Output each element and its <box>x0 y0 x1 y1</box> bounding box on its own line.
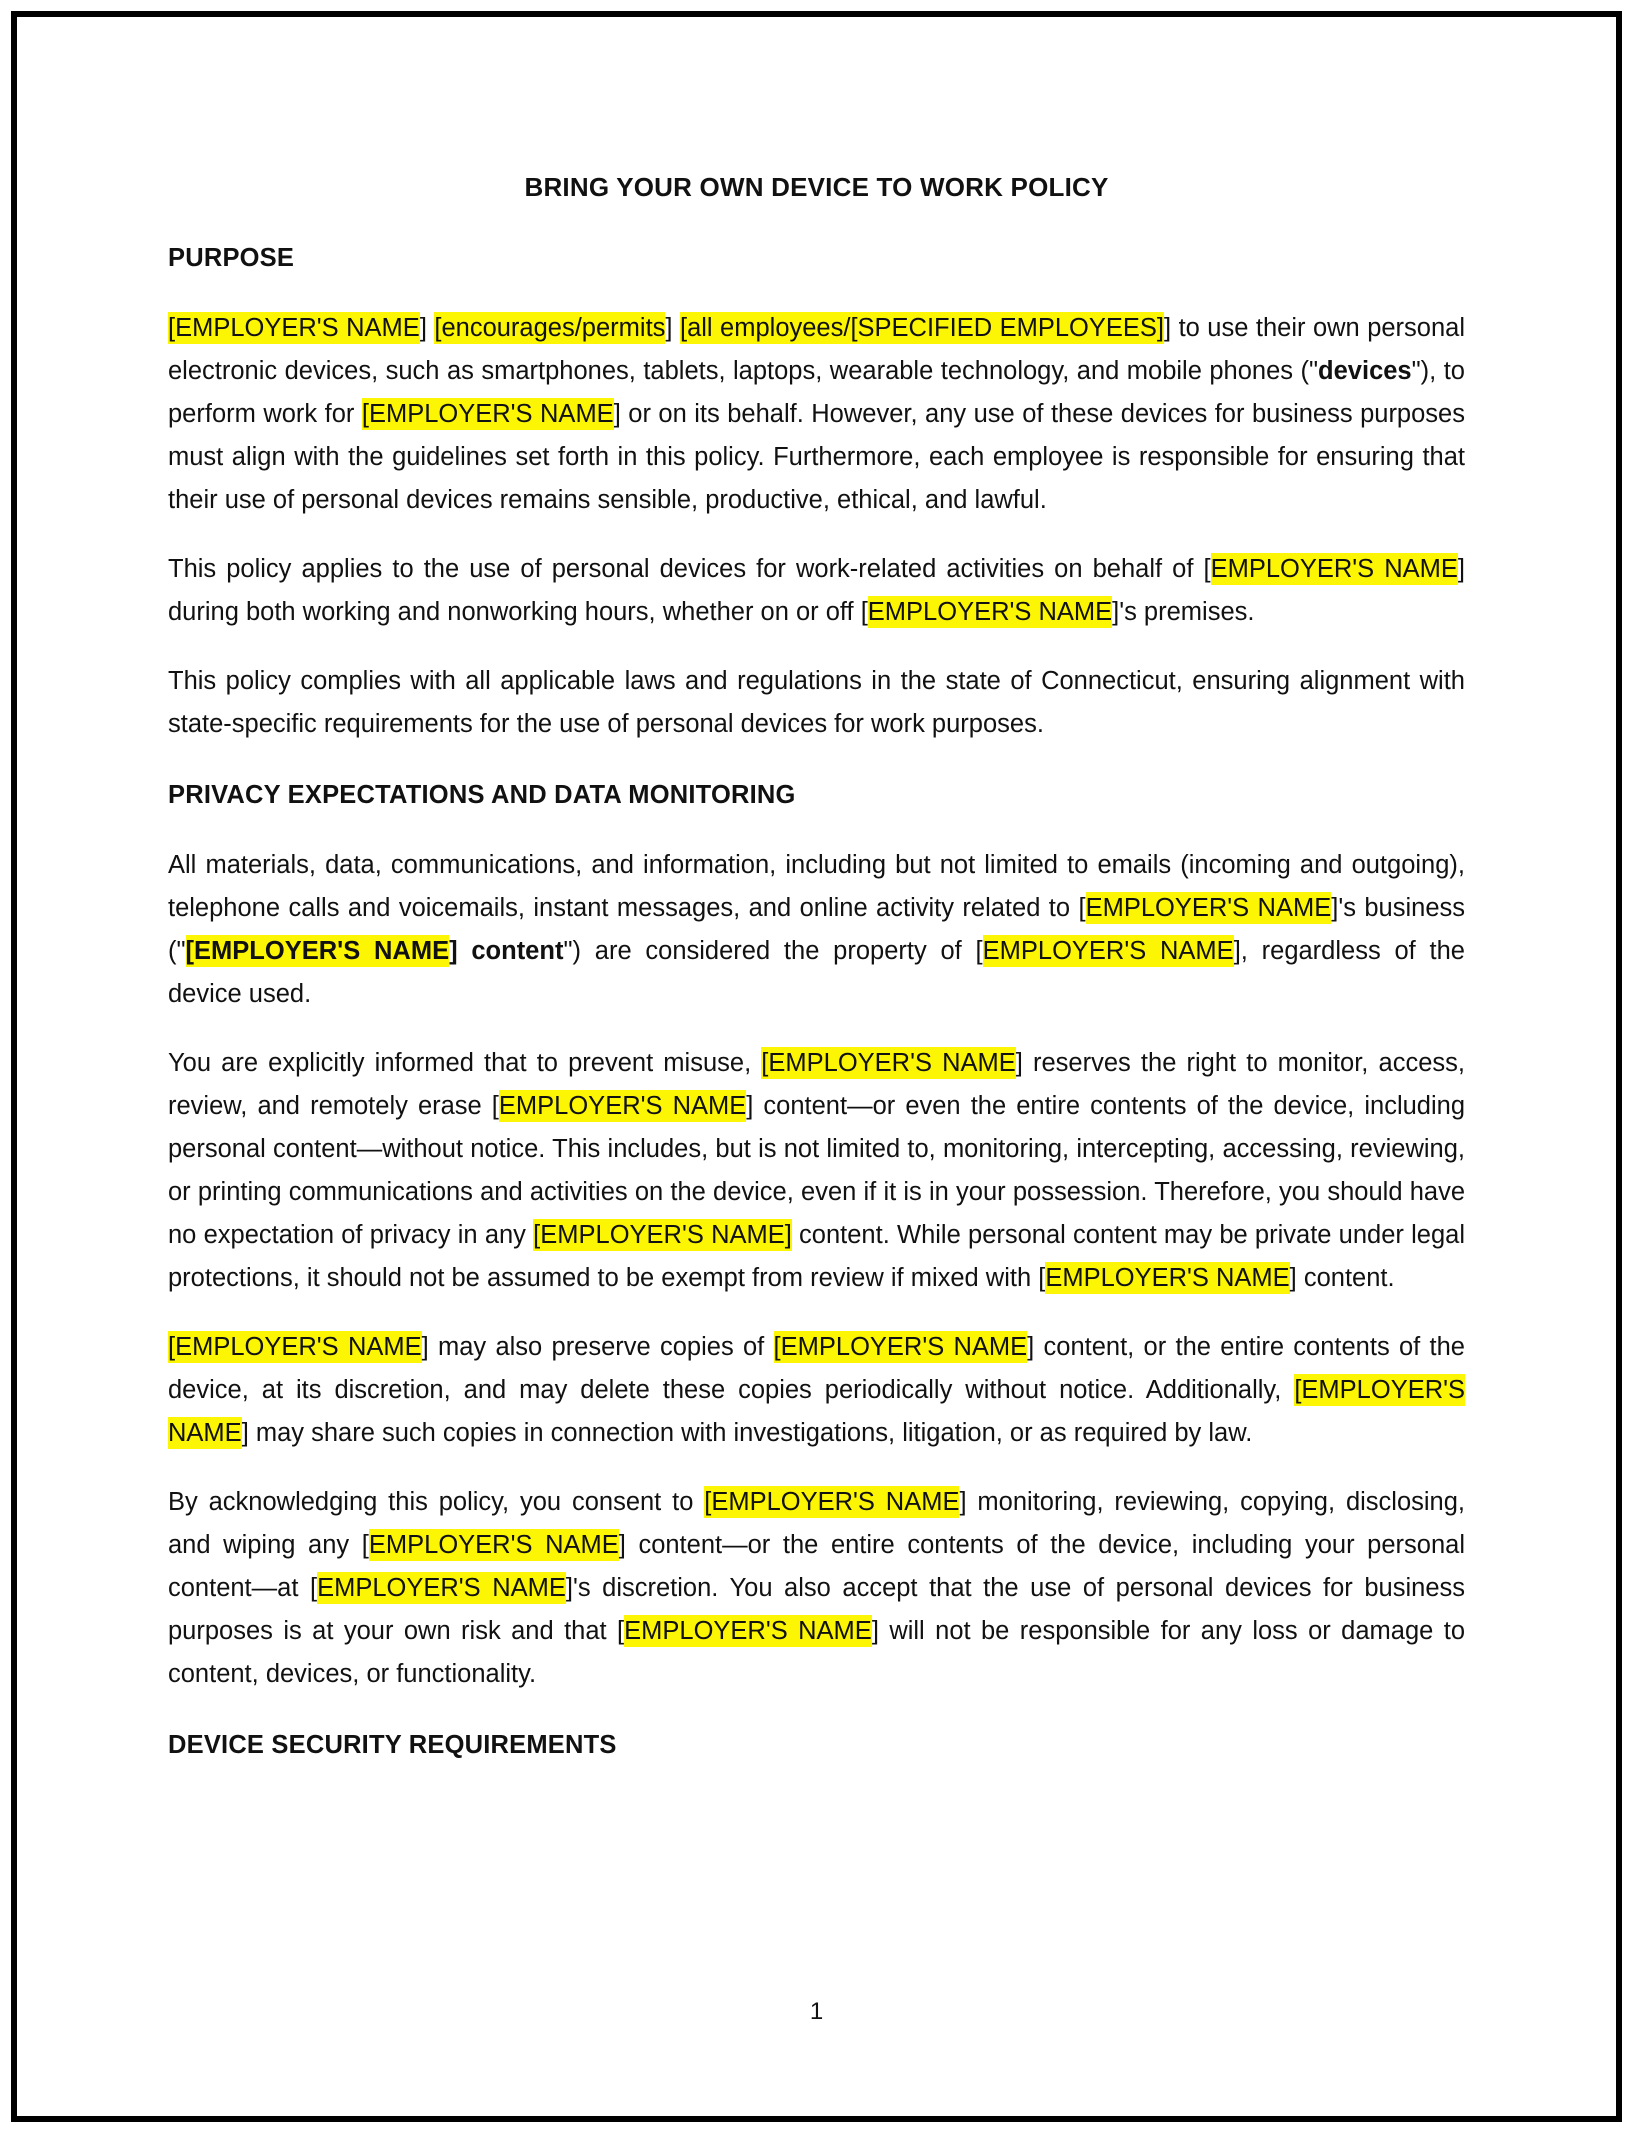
highlighted-placeholder: [EMPLOYER'S NAME <box>704 1488 960 1516</box>
highlighted-placeholder: [all employees/[SPECIFIED EMPLOYEES] <box>679 314 1165 342</box>
highlighted-placeholder: [EMPLOYER'S NAME] <box>533 1221 792 1249</box>
section-heading: DEVICE SECURITY REQUIREMENTS <box>168 1731 617 1759</box>
paragraph: [EMPLOYER'S NAME] may also preserve copies of [EMPLOYER'S NAME] content, or the entire contents of the device, at its discretion, and may delete these copies periodically without notice. Additionally, [EMPLOYER'S NAME] may share such copies in connection with investigations, litigation, or as required by law. <box>168 1333 1465 1447</box>
highlighted-placeholder: EMPLOYER'S NAME <box>317 1574 566 1602</box>
paragraph: By acknowledging this policy, you consent to [EMPLOYER'S NAME] monitoring, reviewing, copying, disclosing, and wiping any [EMPLOYER'S NAME] content—or the entire contents of the device, including your personal content—at [EMPLOYER'S NAME]'s discretion. You also accept that the use of personal devices for business purposes is at your own risk and that [EMPLOYER'S NAME] will not be responsible for any loss or damage to content, devices, or functionality. <box>168 1488 1466 1688</box>
highlighted-placeholder: EMPLOYER'S NAME <box>867 598 1113 626</box>
highlighted-placeholder: [EMPLOYER'S NAME <box>773 1333 1028 1361</box>
highlighted-placeholder: [EMPLOYER'S NAME <box>185 937 450 965</box>
highlighted-placeholder: [EMPLOYER'S NAME <box>168 1376 1465 1447</box>
paragraph: This policy applies to the use of personal devices for work-related activities on behalf of [EMPLOYER'S NAME] during both working and nonworking hours, whether on or off [EMPLOYER'S NAME]'s premises. <box>168 555 1465 626</box>
highlighted-placeholder: EMPLOYER'S NAME <box>368 1531 619 1559</box>
document-page <box>11 11 1622 2122</box>
highlighted-placeholder: EMPLOYER'S NAME <box>1045 1264 1290 1292</box>
highlighted-placeholder: EMPLOYER'S NAME <box>498 1092 747 1120</box>
highlighted-placeholder: EMPLOYER'S NAME <box>1210 555 1458 583</box>
highlighted-placeholder: [EMPLOYER'S NAME <box>168 1333 422 1361</box>
document-title: BRING YOUR OWN DEVICE TO WORK POLICY <box>524 172 1109 202</box>
page-number: 1 <box>809 1998 824 2025</box>
paragraph: This policy complies with all applicable laws and regulations in the state of Connecticut, ensuring alignment with state-specific requirements for the use of personal devices for work purposes. <box>168 667 1465 738</box>
highlighted-placeholder: [encourages/permits <box>434 314 666 342</box>
section-heading: PURPOSE <box>168 244 295 272</box>
section-heading: PRIVACY EXPECTATIONS AND DATA MONITORING <box>168 781 796 809</box>
highlighted-placeholder: EMPLOYER'S NAME <box>624 1617 872 1645</box>
highlighted-placeholder: EMPLOYER'S NAME <box>1085 894 1332 922</box>
paragraph: All materials, data, communications, and information, including but not limited to emails (incoming and outgoing), telephone calls and voicemails, instant messages, and online activity related to [EMPLOYER'S NAME]'s business ("[EMPLOYER'S NAME] content") are considered the property of [EMPLOYER'S NAME], regardless of the device used. <box>168 851 1466 1008</box>
paragraph: [EMPLOYER'S NAME] [encourages/permits] [all employees/[SPECIFIED EMPLOYEES]] to use their own personal electronic devices, such as smartphones, tablets, laptops, wearable technology, and mobile phones ("devices"), to perform work for [EMPLOYER'S NAME] or on its behalf. However, any use of these devices for business purposes must align with the guidelines set forth in this policy. Furthermore, each employee is responsible for ensuring that their use of personal devices remains sensible, productive, ethical, and lawful. <box>168 314 1466 514</box>
document-body <box>168 237 1465 1767</box>
paragraph: You are explicitly informed that to prevent misuse, [EMPLOYER'S NAME] reserves the right to monitor, access, review, and remotely erase [EMPLOYER'S NAME] content—or even the entire contents of the device, including personal content—without notice. This includes, but is not limited to, monitoring, intercepting, accessing, reviewing, or printing communications and activities on the device, even if it is in your possession. Therefore, you should have no expectation of privacy in any [EMPLOYER'S NAME] content. While personal content may be private under legal protections, it should not be assumed to be exempt from review if mixed with [EMPLOYER'S NAME] content. <box>168 1049 1466 1292</box>
document-content <box>17 17 1616 1767</box>
highlighted-placeholder: [EMPLOYER'S NAME <box>168 314 420 342</box>
highlighted-placeholder: EMPLOYER'S NAME <box>982 937 1234 965</box>
highlighted-placeholder: [EMPLOYER'S NAME <box>361 400 614 428</box>
highlighted-placeholder: [EMPLOYER'S NAME <box>761 1049 1016 1077</box>
